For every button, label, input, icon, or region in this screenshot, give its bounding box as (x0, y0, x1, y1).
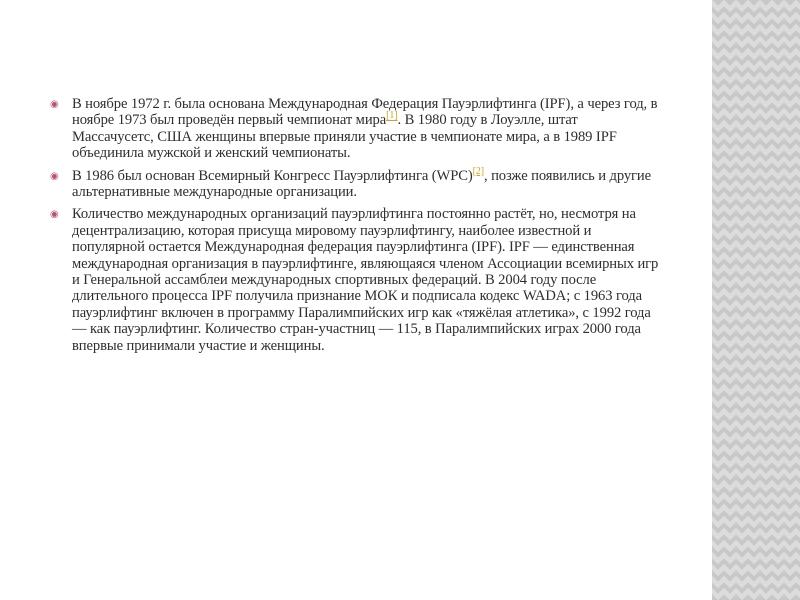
bullet-text (72, 96, 662, 162)
list-item (50, 165, 662, 201)
bullet-list (50, 96, 662, 360)
decorative-zigzag-strip (712, 0, 800, 600)
footnote-link[interactable]: [1] (386, 110, 398, 122)
bullet-text (72, 165, 662, 201)
footnote-link[interactable]: [2] (472, 165, 484, 177)
bullet-text-part: . В 1980 году в Лоуэлле, штат Массачусетс, США женщины впервые приняли участие в чемпионате мира, а в 1989 IPF объединила мужской и женский чемпионаты. (72, 112, 617, 162)
bullet-text-part: Количество международных организаций пауэрлифтинга постоянно растёт, но, несмотря на децентрализацию, которая присуща мировому пауэрлифтингу, наиболее известной и популярной остается Международная федерация пауэрлифтинга (IPF). IPF — единственная международная организация в пауэрлифтинге, являющаяся членом Ассоциации всемирных игр и Генеральной ассамблеи международных спортивных федераций. В 2004 году после длительного процесса IPF получила признание МОК и подписала кодекс WADA; с 1963 года пауэрлифтинг включен в программу Паралимпийских игр как «тяжёлая атлетика», с 1992 года — как пауэрлифтинг. Количество стран-участниц — 115, в Паралимпийских играх 2000 года впервые принимали участие и женщины. (72, 206, 659, 354)
circled-dot-bullet-icon: ◉ (50, 99, 59, 110)
list-item (50, 96, 662, 162)
circled-dot-bullet-icon: ◉ (50, 170, 59, 182)
bullet-text (72, 206, 662, 354)
bullet-text-part: В 1986 был основан Всемирный Конгресс Пауэрлифтинга (WPC) (72, 167, 473, 184)
list-item (50, 206, 662, 354)
circled-dot-bullet-icon: ◉ (50, 209, 59, 221)
bullet-text-part: В ноябре 1972 г. была основана Международная Федерация Пауэрлифтинга (IPF), а через год, в ноябре 1973 был проведён первый чемпионат мира (72, 96, 658, 129)
bullet-text-part: , позже появились и другие альтернативные международные организации. (72, 167, 651, 201)
